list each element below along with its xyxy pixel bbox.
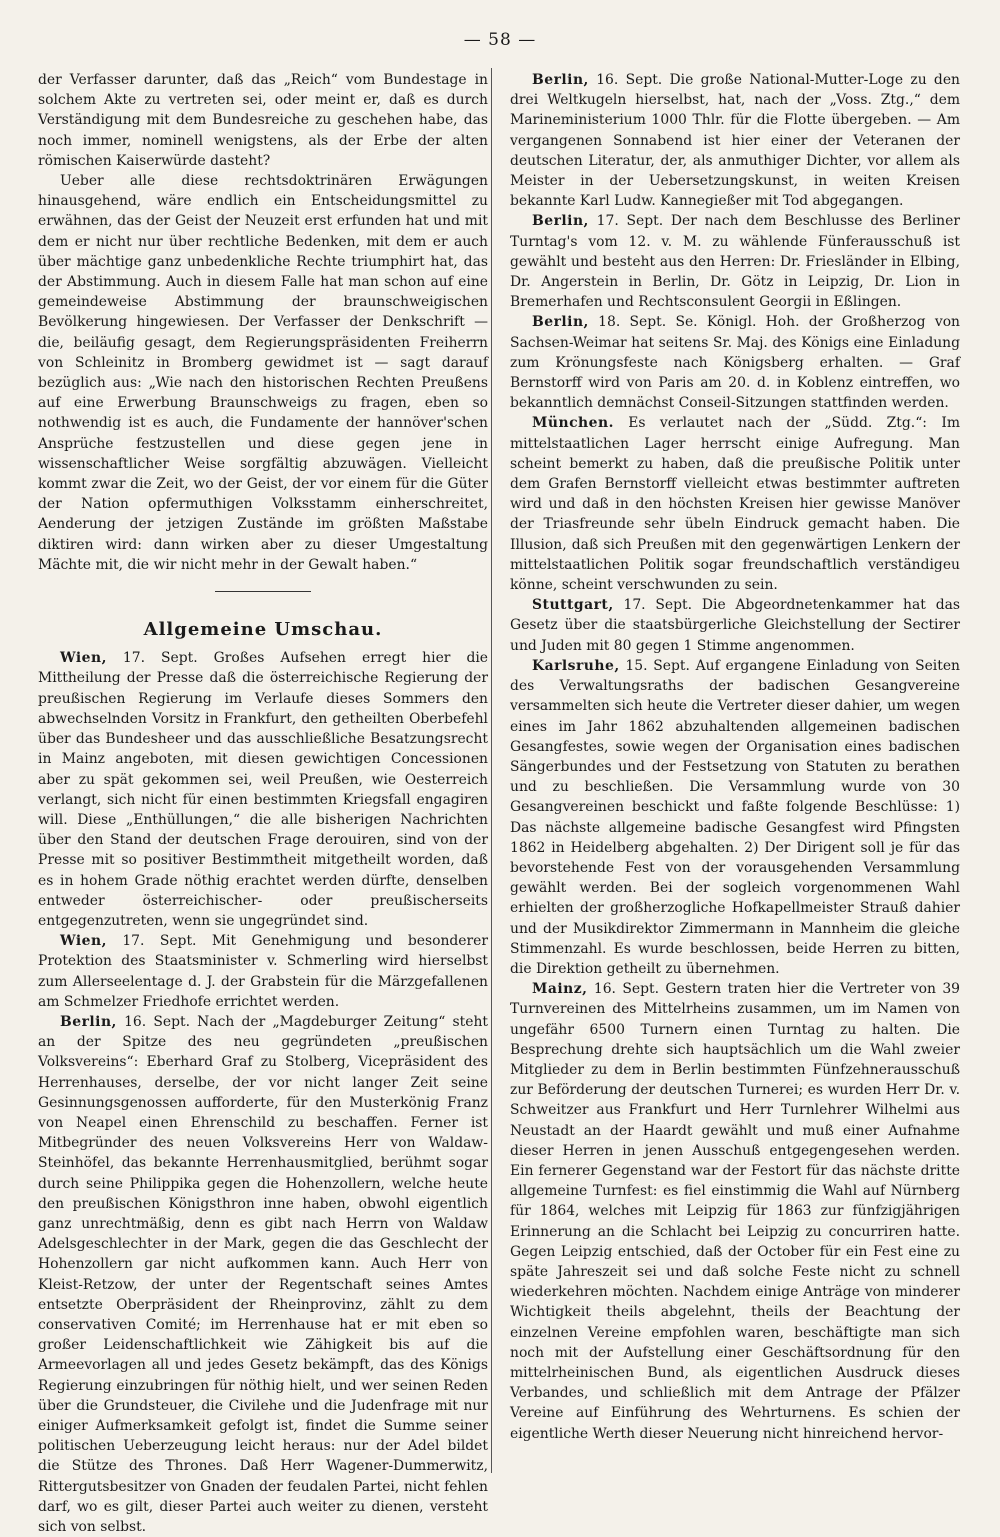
entry-dateline: Stuttgart, [532,597,614,614]
entry-text: 16. Sept. Die große National-Mutter-Loge zu den drei Weltkugeln hierselbst, hat, nach der „Voss. Ztg.,“ dem Marineministerium 1000 Thlr. für die Flotte übergeben. — Am vergangenen Sonnabend ist hier einer der Veteranen der deutschen Literatur, der, als anmuthiger Dichter, vor allem als Meister in der Uebersetzungskunst, in weiten Kreisen bekannte Karl Ludw. Kannegießer mit Tod abgegangen. [510,72,960,210]
news-entry [510,595,960,656]
left-column [38,70,488,1537]
news-entry [510,70,960,211]
entry-text: 17. Sept. Großes Aufsehen erregt hier die Mittheilung der Presse daß die österreichische Regierung der preußischen Regierung im Verlaufe dieses Sommers den abwechselnden Vorsitz in Frankfurt, den getheilten Oberbefehl über das Bundesheer und das ausschließliche Besatzungsrecht in Mainz angeboten, mit diesen gewichtigen Concessionen aber zu spät gekommen sei, weil Preußen, wie Oesterreich verlangt, sich nicht für einen bestimmten Kriegsfall engagiren will. Diese „Enthüllungen,“ die alle bisherigen Nachrichten über den Stand der deutschen Frage derouiren, sind von der Presse mit so positiver Bestimmtheit mitgetheilt worden, daß es in hohem Grade nöthig erachtet werden dürfte, denselben entweder österreichischer- oder preußischerseits entgegenzutreten, wenn sie ungegründet sind. [38,650,488,929]
entry-dateline: Berlin, [532,213,589,230]
entry-dateline: Wien, [60,650,107,667]
news-entry [510,656,960,979]
entry-text: 16. Sept. Nach der „Magdeburger Zeitung“ steht an der Spitze des neu gegründeten „preußischen Volksvereins“: Eberhard Graf zu Stolberg, Vicepräsident des Herrenhauses, derselbe, der vor nicht langer Zeit seine Gesinnungsgenossen aufforderte, für den Musterkönig Franz von Neapel einen Ehrenschild zu beschaffen. Ferner ist Mitbegründer des neuen Volksvereins Herr von Waldaw-Steinhöfel, das bekannte Herrenhausmitglied, berühmt sogar durch seine Philippika gegen die Hohenzollern, welche heute den preußischen Königsthron inne haben, obwohl eigentlich ganz unrechtmäßig, denn es gibt nach Herrn von Waldaw Adelsgeschlechter in der Mark, gegen die das Geschlecht der Hohenzollern gar nicht aufkommen kann. Auch Herr von Kleist-Retzow, der unter der Regentschaft seines Amtes entsetzte Oberpräsident der Rheinprovinz, zählt zu dem conservativen Comité; im Herrenhause hat er mit eben so großer Leidenschaftlichkeit wie Zähigkeit bis auf die Armeevorlagen all und jedes Gesetz bekämpft, das des Königs Regierung einzubringen für nöthig hielt, und wer seinen Reden über die Grundsteuer, die Civilehe und die Judenfrage mit nur einiger Aufmerksamkeit gefolgt ist, findet die Summe seiner politischen Ueberzeugung leicht heraus: nur der Adel bildet die Stütze des Thrones. Daß Herr Wagener-Dummerwitz, Rittergutsbesitzer von Gnaden der feudalen Partei, nicht fehlen darf, wo es gilt, dieser Partei auch weiter zu dienen, versteht sich von selbst. [38,1013,488,1536]
entry-text: 17. Sept. Der nach dem Beschlusse des Berliner Turntag's vom 12. v. M. zu wählende Fünferausschuß ist gewählt und besteht aus den Herren: Dr. Friesländer in Elbing, Dr. Angerstein in Berlin, Dr. Götz in Leipzig, Dr. Lion in Bremerhafen und Rechtsconsulent Georgii in Eßlingen. [510,213,960,311]
entry-dateline: München. [532,415,614,432]
section-divider [215,591,311,592]
entry-text: 17. Sept. Mit Genehmigung und besonderer Protektion des Staatsminister v. Schmerling wird hierselbst zum Allerseelentage d. J. der Grabstein für die Märzgefallenen am Schmelzer Friedhofe errichtet werden. [38,933,488,1010]
entry-dateline: Berlin, [532,72,589,88]
column-divider [491,68,492,1473]
news-entry [38,1012,488,1537]
entry-dateline: Berlin, [60,1013,117,1030]
entry-text: 15. Sept. Auf ergangene Einladung von Seiten des Verwaltungsraths der badischen Gesangvereine versammelten sich heute die Vertreter dieser dahier, um wegen eines im Jahr 1862 abzuhaltenden allgemeinen badischen Gesangfestes, sowie wegen der Organisation eines badischen Sängerbundes und der Festsetzung von Statuten zu berathen und zu beschließen. Die Versammlung wurde von 30 Gesangvereinen beschickt und faßte folgende Beschlüsse: 1) Das nächste allgemeine badische Gesangfest wird Pfingsten 1862 in Heidelberg abgehalten. 2) Der Dirigent soll je für das bevorstehende Fest von der vorausgehenden Versammlung gewählt werden. Bei der sogleich vorgenommenen Wahl erhielten der großherzogliche Hofkapellmeister Strauß dahier und der Musikdirektor Zimmermann in Mannheim die gleiche Stimmenzahl. Es wurde beschlossen, beide Herren zu bitten, die Direktion getheilt zu übernehmen. [510,657,960,977]
news-entry [510,979,960,1444]
entry-text: 17. Sept. Die Abgeordnetenkammer hat das Gesetz über die staatsbürgerliche Gleichstellung der Sectirer und Juden mit 80 gegen 1 Stimme angenommen. [510,597,960,654]
entry-dateline: Wien, [60,933,107,950]
section-title: Allgemeine Umschau. [143,619,383,641]
news-entry [510,312,960,413]
entry-dateline: Mainz, [532,981,588,998]
news-entry [38,931,488,1012]
entry-text: 16. Sept. Gestern traten hier die Vertreter von 39 Turnvereinen des Mittelrheins zusammen, um im Namen von ungefähr 6500 Turnern einen Turntag zu halten. Die Besprechung drehte sich hauptsächlich um die Wahl zweier Mitglieder zu dem in Berlin bestimmten Fünfzehnerausschuß zur Beförderung der deutschen Turnerei; es wurden Herr Dr. v. Schweitzer aus Frankfurt und Herr Turnlehrer Wilhelmi aus Neustadt an der Haardt gewählt und muß einer Aufnahme dieser Herren in jenen Ausschuß entgegengesehen werden. Ein fernerer Gegenstand war der Festort für das nächste dritte allgemeine Turnfest: es fiel einstimmig die Wahl auf Nürnberg für 1864, welches mit Leipzig für 1863 zur fünfzigjährigen Erinnerung an die Schlacht bei Leipzig zu concurriren hatte. Gegen Leipzig entschied, daß der October für ein Fest eine zu späte Jahreszeit sei und daß solche Feste nicht zu schnell wiederkehren möchten. Nachdem einige Anträge von minderer Wichtigkeit theils abgelehnt, theils der Beachtung der einzelnen Vereine empfohlen waren, beschäftigte man sich noch mit der Aufstellung einer Geschäftsordnung für den mittelrheinischen Bund, als eigentlichen Ausdruck dieses Verbandes, und schließlich mit dem Antrage der Pfälzer Vereine auf Einführung des Wehrturnens. Es schien der eigentliche Werth dieser Neuerung nicht hinreichend hervor- [510,981,960,1442]
intro-paragraph: der Verfasser darunter, daß das „Reich“ vom Bundestage in solchem Akte zu vertreten sei, oder meint er, daß es durch Verständigung mit dem Bundesreiche zu geschehen habe, das noch immer, nominell wenigstens, als der Erbe der alten römischen Kaiserwürde dasteht? [38,72,488,169]
right-column [510,70,960,1444]
entry-text: Es verlautet nach der „Südd. Ztg.“: Im mittelstaatlichen Lager herrscht einige Aufregung. Man scheint bemerkt zu haben, daß die preußische Politik unter dem Grafen Bernstorff vielleicht etwas bestimmter auftreten wird und daß in den höchsten Kreisen hier gewisse Manöver der Triasfreunde sehr übeln Eindruck gemacht haben. Die Illusion, daß sich Preußen mit den gegenwärtigen Lenkern der mittelstaatlichen Politik sogar freundschaftlich verständigeu könne, scheint verschwunden zu sein. [510,415,960,594]
entry-text: 18. Sept. Se. Königl. Hoh. der Großherzog von Sachsen-Weimar hat seitens Sr. Maj. des Königs eine Einladung zum Krönungsfeste nach Königsberg erhalten. — Graf Bernstorff wird von Paris am 20. d. in Koblenz eintreffen, wo bekanntlich demnächst Conseil-Sitzungen stattfinden werden. [510,314,960,412]
intro-paragraph: Ueber alle diese rechtsdoktrinären Erwägungen hinausgehend, wäre endlich ein Entscheidungsmittel zu erwähnen, das der Geist der Neuzeit erst erfunden hat und mit dem er nicht nur über rechtliche Bedenken, mit dem er auch über mächtige ganz unbedenkliche Rechte triumphirt hat, das der Abstimmung. Auch in diesem Falle hat man schon auf eine gemeindeweise Abstimmung der braunschweigischen Bevölkerung hingewiesen. Der Verfasser der Denkschrift — die, beiläufig gesagt, dem Regierungspräsidenten Freiherrn von Schleinitz in Bromberg gewidmet ist — sagt darauf bezüglich aus: „Wie nach den historischen Rechten Preußens auf eine Erwerbung Braunschweigs zu fragen, eben so nothwendig ist es auch, die Fundamente der hannöver'schen Ansprüche festzustellen und diese gegen jene in wissenschaftlicher Weise sorgfältig abzuwägen. Vielleicht kommt zwar die Zeit, wo der Geist, der vor einem für die Güter der Nation opfermuthigen Volksstamm einherschreitet, Aenderung der jetzigen Zustände im größten Maßstabe diktiren wird: dann wirken aber zu dieser Umgestaltung Mächte mit, die wir nicht mehr in der Gewalt haben.“ [38,173,488,573]
news-entry [38,648,488,931]
entry-dateline: Berlin, [532,314,589,331]
entry-dateline: Karlsruhe, [532,657,620,674]
page-number: — 58 — [463,30,537,50]
news-entry [510,413,960,595]
news-entry [510,211,960,312]
